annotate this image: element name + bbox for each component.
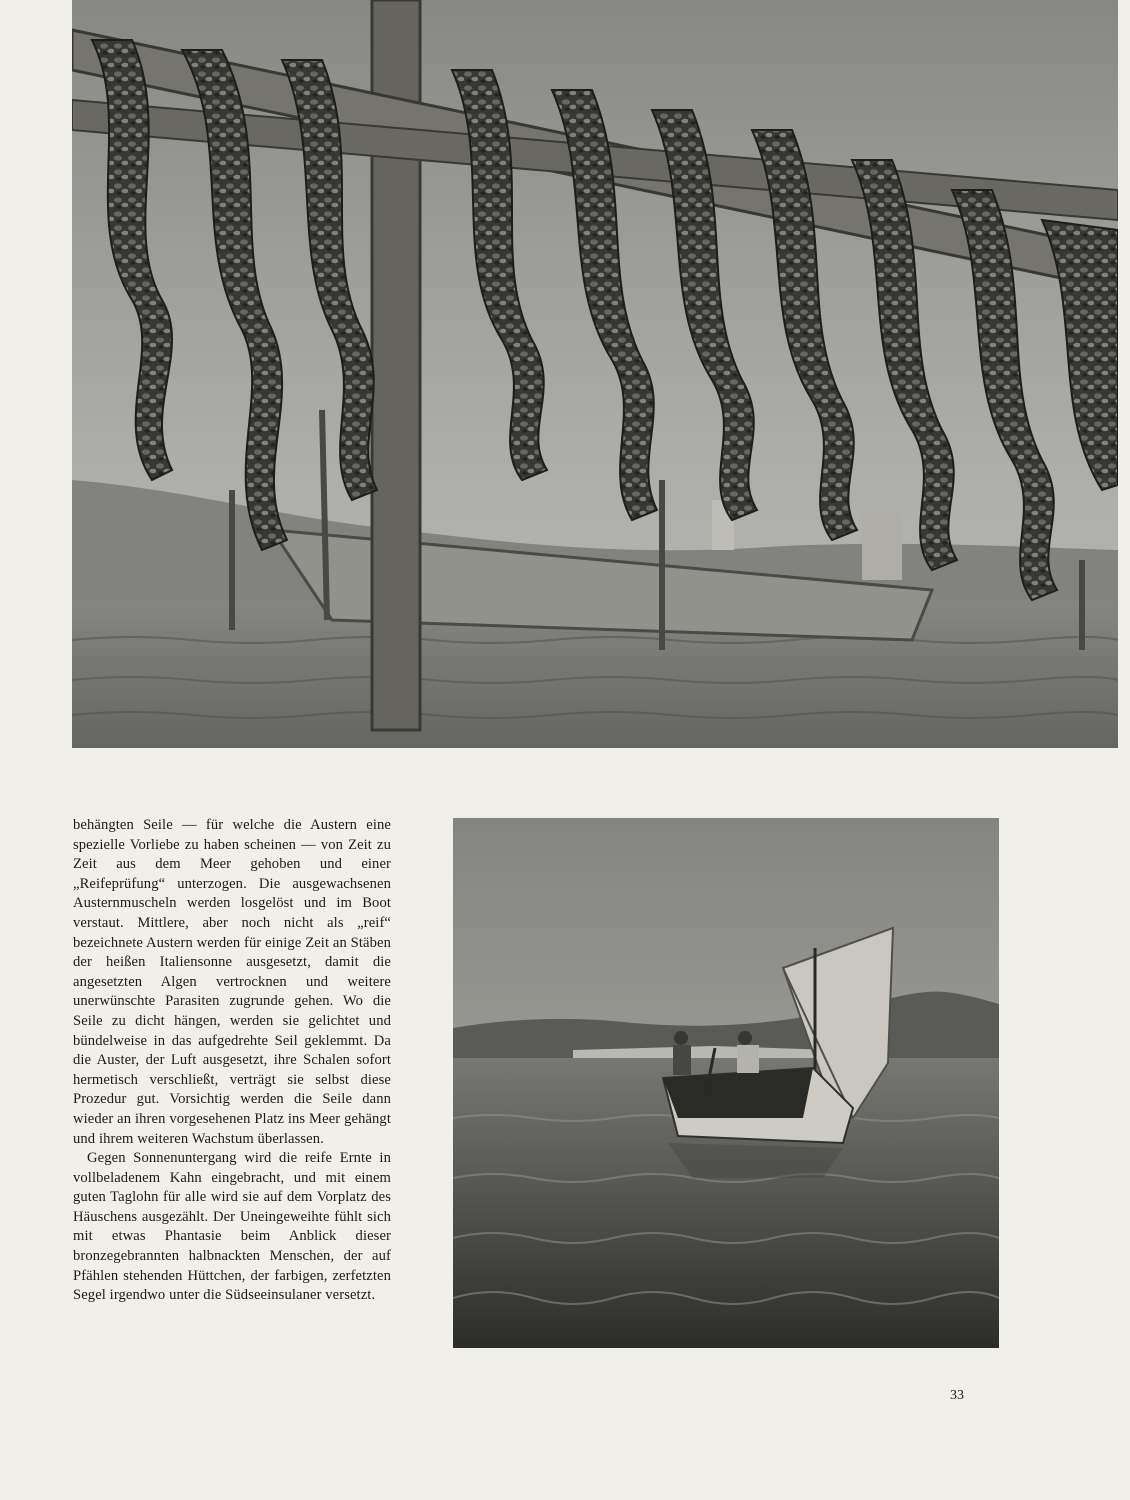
sailboat-photo [453, 818, 999, 1348]
article-paragraph-1: behängten Seile — für welche die Austern eine spezielle Vorliebe zu haben scheinen — von Zeit zu Zeit aus dem Meer gehoben und einer „Reifeprüfung“ unterzogen. Die ausgewachsenen Austernmuscheln werden losgelöst und im Boot verstaut. Mittlere, aber noch nicht als „reif“ bezeichnete Austern werden für einige Zeit an Stäben der heißen Italiensonne ausgesetzt, damit die angesetzten Algen vertrocknen und weitere unerwünschte Parasiten zugrunde gehen. Wo die Seile zu dicht hängen, werden sie gelichtet und bündelweise in das aufgedrehte Seil geklemmt. Da die Auster, der Luft ausgesetzt, ihre Schalen sofort hermetisch verschließt, verträgt sie selbst diese Prozedur gut. Vorsichtig werden die Seile dann wieder an ihren vorgesehenen Platz ins Meer gehängt und ihrem weiteren Wachstum überlassen. [73, 817, 391, 1147]
mussel-ropes-photo [72, 0, 1118, 748]
sailboat-icon [453, 818, 999, 1348]
article-text [73, 816, 391, 1306]
mussel-ropes-icon [72, 0, 1118, 748]
article-paragraph-2: Gegen Sonnenuntergang wird die reife Ernte in vollbeladenem Kahn eingebracht, und mit einem guten Taglohn für alle wird sie auf dem Vorplatz des Häuschens ausgezählt. Der Uneingeweihte fühlt sich mit etwas Phantasie beim Anblick dieser bronzegebrannten halbnackten Menschen, der auf Pfählen stehenden Hüttchen, der farbigen, zerfetzten Segel irgendwo unter die Südseeinsulaner versetzt. [73, 1150, 391, 1304]
page-number: 33 [950, 1388, 964, 1403]
